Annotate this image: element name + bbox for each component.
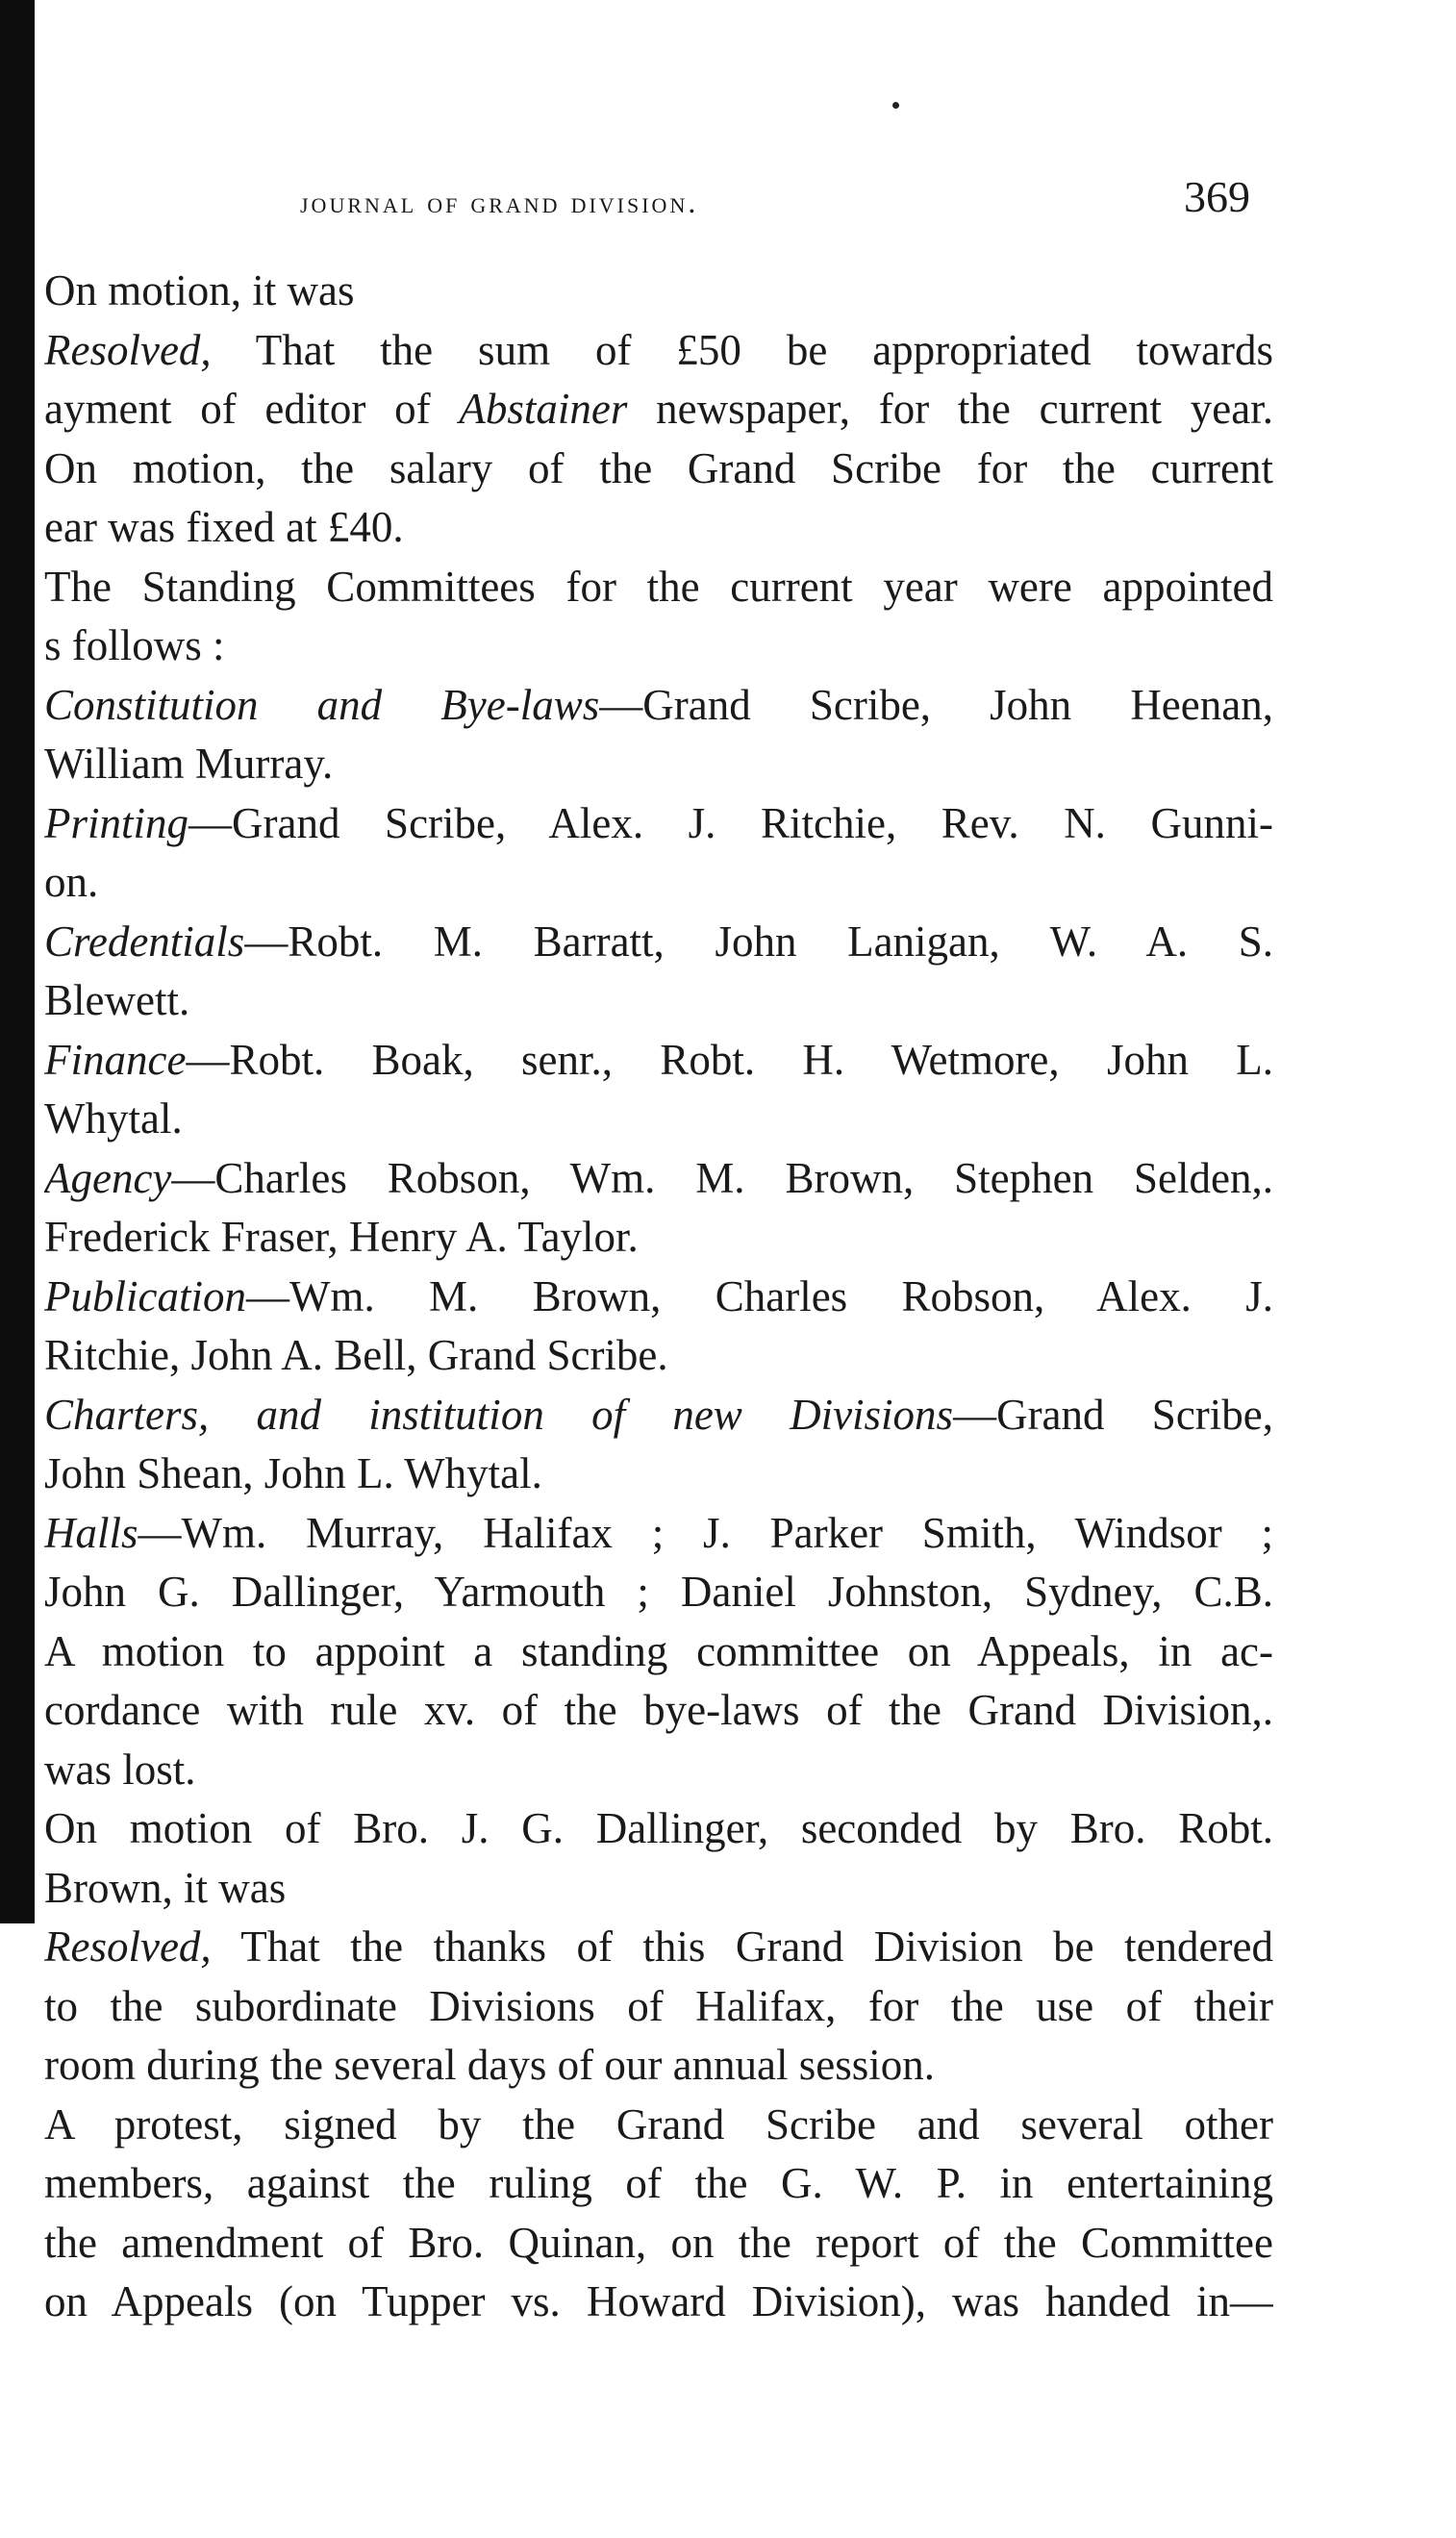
text-line	[44, 913, 1273, 972]
text-line	[44, 1859, 1273, 1919]
text-run: newspaper, for the current year.	[627, 385, 1273, 433]
text-run: On motion, it was	[44, 266, 355, 314]
text-run: the amendment of Bro. Quinan, on the report of the Committee	[44, 2218, 1273, 2267]
text-run: cordance with rule xv. of the bye-laws of the Grand Division,.	[44, 1686, 1273, 1734]
text-run: John G. Dallinger, Yarmouth ; Daniel Johnston, Sydney, C.B.	[44, 1568, 1273, 1616]
text-line	[44, 676, 1273, 736]
text-line	[44, 1268, 1273, 1327]
text-line	[44, 2273, 1273, 2332]
text-line	[44, 2036, 1273, 2096]
print-speck	[892, 102, 899, 109]
text-run: Blewett.	[44, 976, 190, 1024]
text-line	[44, 1386, 1273, 1445]
text-run: Whytal.	[44, 1094, 183, 1143]
italic-text: Abstainer	[459, 385, 628, 433]
text-line	[44, 1090, 1273, 1149]
text-run: s follows :	[44, 621, 225, 669]
text-run: room during the several days of our annual session.	[44, 2041, 936, 2089]
binding-edge	[0, 0, 35, 1923]
italic-text: Resolved,	[44, 325, 212, 374]
text-line	[44, 2214, 1273, 2274]
text-line	[44, 794, 1273, 854]
text-run: —Grand Scribe,	[953, 1390, 1273, 1439]
text-line	[44, 1799, 1273, 1859]
text-run: A protest, signed by the Grand Scribe and several other	[44, 2099, 1273, 2149]
text-line	[44, 1918, 1273, 1977]
text-run: was lost.	[44, 1745, 196, 1794]
text-line	[44, 735, 1273, 794]
text-line	[44, 2154, 1273, 2214]
text-run: That the thanks of this Grand Division be tendered	[211, 1922, 1273, 1971]
text-line	[44, 498, 1273, 558]
text-run: —Robt. Boak, senr., Robt. H. Wetmore, John L.	[186, 1035, 1273, 1084]
text-line	[44, 616, 1273, 676]
text-run: Brown, it was	[44, 1863, 287, 1912]
text-line	[44, 1977, 1273, 2037]
page-header	[77, 171, 1250, 229]
text-run: A motion to appoint a standing committee on Appeals, in ac-	[44, 1626, 1273, 1675]
text-run: John Shean, John L. Whytal.	[44, 1449, 542, 1497]
text-run: The Standing Committees for the current year were appointed	[44, 562, 1273, 611]
text-line	[44, 853, 1273, 913]
italic-text: Credentials	[44, 917, 245, 966]
text-run: members, against the ruling of the G. W. P. in entertaining	[44, 2159, 1273, 2207]
text-line	[44, 380, 1273, 440]
text-run: on.	[44, 858, 99, 906]
text-line	[44, 1149, 1273, 1209]
italic-text: Resolved,	[44, 1922, 212, 1971]
italic-text: Halls	[44, 1508, 138, 1557]
text-line	[44, 1504, 1273, 1564]
running-title: journal of grand division.	[300, 185, 699, 219]
text-line	[44, 1326, 1273, 1386]
text-line	[44, 321, 1273, 381]
text-line	[44, 558, 1273, 617]
text-run: That the sum of £50 be appropriated towards	[211, 325, 1273, 374]
text-line	[44, 1563, 1273, 1622]
page-number: 369	[1184, 172, 1250, 221]
body-text	[44, 262, 1273, 2332]
text-line	[44, 1031, 1273, 1091]
text-line	[44, 1622, 1273, 1682]
text-line	[44, 440, 1273, 499]
italic-text: Constitution and Bye-laws	[44, 680, 600, 729]
text-run: —Wm. Murray, Halifax ; J. Parker Smith, Windsor ;	[138, 1508, 1273, 1557]
text-line	[44, 971, 1273, 1031]
text-run: —Charles Robson, Wm. M. Brown, Stephen Selden,.	[171, 1153, 1273, 1202]
text-run: On motion of Bro. J. G. Dallinger, seconded by Bro. Robt.	[44, 1804, 1273, 1852]
text-run: —Grand Scribe, John Heenan,	[599, 680, 1273, 729]
italic-text: Publication	[44, 1271, 246, 1320]
text-run: —Wm. M. Brown, Charles Robson, Alex. J.	[245, 1271, 1273, 1320]
text-run: to the subordinate Divisions of Halifax, for the use of their	[44, 1981, 1273, 2030]
text-run: —Robt. M. Barratt, John Lanigan, W. A. S.	[244, 917, 1273, 966]
italic-text: Finance	[44, 1035, 187, 1084]
text-run: Frederick Fraser, Henry A. Taylor.	[44, 1213, 639, 1261]
text-line	[44, 1681, 1273, 1741]
text-run: On motion, the salary of the Grand Scribe for the current	[44, 443, 1273, 492]
text-run: on Appeals (on Tupper vs. Howard Division), was handed in—	[44, 2277, 1273, 2325]
text-run: ayment of editor of	[44, 385, 460, 433]
text-line	[44, 1208, 1273, 1268]
text-line	[44, 262, 1273, 321]
italic-text: Agency	[44, 1153, 172, 1202]
text-run: ear was fixed at £40.	[44, 503, 404, 551]
text-line	[44, 2096, 1273, 2155]
italic-text: Charters, and institution of new Divisions	[44, 1390, 954, 1439]
text-run: William Murray.	[44, 740, 334, 788]
italic-text: Printing	[44, 798, 189, 847]
text-line	[44, 1445, 1273, 1504]
text-line	[44, 1741, 1273, 1800]
text-run: —Grand Scribe, Alex. J. Ritchie, Rev. N. Gunni-	[188, 798, 1273, 847]
text-run: Ritchie, John A. Bell, Grand Scribe.	[44, 1331, 668, 1379]
